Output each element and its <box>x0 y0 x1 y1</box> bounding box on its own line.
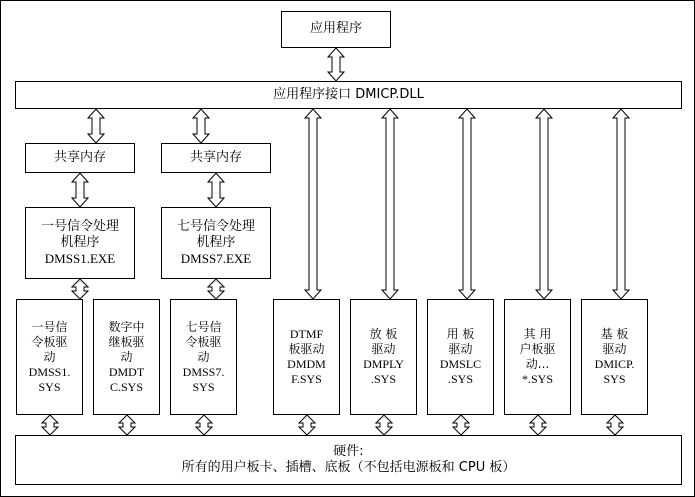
driver-3-line1: 七号信 <box>185 319 222 334</box>
driver-7-line1: 其 用 <box>523 327 552 341</box>
driver-8-line4: SYS <box>603 372 626 386</box>
driver-2-line1: 数字中 <box>108 319 145 334</box>
driver-4-line1: DTMF <box>289 327 324 341</box>
driver-4-line2: 板驱动 <box>288 342 325 356</box>
driver-2-line4: DMDT <box>108 364 145 379</box>
arrow-driver-hardware-3 <box>194 415 214 435</box>
driver-2-line3: 动 <box>120 349 133 364</box>
shared-memory-block-1 <box>25 143 135 173</box>
arrow-api-driver-7 <box>534 109 554 299</box>
arrow-driver-hardware-8 <box>605 415 625 435</box>
driver-1-line1: 一号信 <box>31 319 68 334</box>
driver-6-line4: .SYS <box>447 372 473 386</box>
driver-3-line4: DMSS7. <box>182 364 225 379</box>
driver-3-line2: 令板驱 <box>185 334 222 349</box>
driver-4-line3: DMDM <box>287 357 326 371</box>
driver-block-6 <box>427 299 494 415</box>
driver-8-line3: DMICP. <box>594 357 635 371</box>
arrow-driver-hardware-7 <box>528 415 548 435</box>
processor-2-line2: 机程序 <box>196 234 236 250</box>
hardware-line1: 硬件: <box>333 443 364 459</box>
driver-block-4 <box>273 299 340 415</box>
driver-6-line1: 用 板 <box>446 327 475 341</box>
api-block-label: 应用程序接口 DMICP.DLL <box>273 86 424 102</box>
application-block <box>281 11 391 48</box>
shared-memory-block-2 <box>161 143 271 173</box>
arrow-driver-hardware-2 <box>117 415 137 435</box>
arrow-api-driver-5 <box>380 109 400 299</box>
driver-5-line4: .SYS <box>370 372 396 386</box>
arrow-api-sharedmem-1 <box>86 109 106 143</box>
arrow-sharedmem-processor-1 <box>70 173 90 207</box>
hardware-line2: 所有的用户板卡、插槽、底板（不包括电源板和 CPU 板） <box>181 460 516 475</box>
arrow-driver-hardware-6 <box>451 415 471 435</box>
arrow-api-sharedmem-2 <box>191 109 211 143</box>
driver-6-line2: 驱动 <box>448 342 473 356</box>
shared-memory-label-2: 共享内存 <box>189 149 242 165</box>
processor-2-line1: 七号信令处理 <box>176 218 255 234</box>
driver-5-line2: 驱动 <box>371 342 396 356</box>
driver-8-line2: 驱动 <box>602 342 627 356</box>
arrow-api-driver-8 <box>611 109 631 299</box>
processor-1-line2: 机程序 <box>60 234 100 250</box>
driver-block-2 <box>93 299 160 415</box>
driver-block-7 <box>504 299 571 415</box>
driver-block-1 <box>16 299 83 415</box>
driver-4-line4: F.SYS <box>291 372 322 386</box>
processor-2-line3: DMSS7.EXE <box>180 251 252 267</box>
driver-2-line2: 继板驱 <box>108 334 145 349</box>
driver-3-line5: SYS <box>192 379 215 394</box>
driver-7-line4: *.SYS <box>521 372 553 386</box>
driver-2-line5: C.SYS <box>109 379 144 394</box>
driver-block-8 <box>581 299 648 415</box>
driver-1-line5: SYS <box>38 379 61 394</box>
arrow-api-driver-6 <box>457 109 477 299</box>
driver-5-line3: DMPLY <box>363 357 404 371</box>
arrow-driver-hardware-5 <box>374 415 394 435</box>
arrow-api-driver-4 <box>303 109 323 299</box>
arrow-processor-driver-1 <box>70 279 90 299</box>
driver-block-3 <box>170 299 237 415</box>
api-block <box>15 81 682 109</box>
driver-3-line3: 动 <box>197 349 210 364</box>
driver-5-line1: 放 板 <box>369 327 398 341</box>
driver-1-line4: DMSS1. <box>28 364 71 379</box>
arrow-sharedmem-processor-2 <box>206 173 226 207</box>
driver-7-line2: 户板驱 <box>519 342 556 356</box>
driver-8-line1: 基 板 <box>600 327 629 341</box>
driver-1-line2: 令板驱 <box>31 334 68 349</box>
driver-7-line3: 动... <box>525 357 550 371</box>
arrow-driver-hardware-1 <box>40 415 60 435</box>
hardware-block <box>15 435 682 485</box>
arrow-application-api <box>326 48 346 81</box>
driver-block-5 <box>350 299 417 415</box>
shared-memory-label-1: 共享内存 <box>53 149 106 165</box>
arrow-processor-driver-2 <box>206 279 226 299</box>
driver-6-line3: DMSLC <box>439 357 482 371</box>
processor-block-1 <box>25 207 135 279</box>
processor-1-line3: DMSS1.EXE <box>44 251 116 267</box>
arrow-driver-hardware-4 <box>297 415 317 435</box>
processor-block-2 <box>161 207 271 279</box>
driver-1-line3: 动 <box>43 349 56 364</box>
application-block-label: 应用程序 <box>309 21 362 37</box>
processor-1-line1: 一号信令处理 <box>40 218 119 234</box>
